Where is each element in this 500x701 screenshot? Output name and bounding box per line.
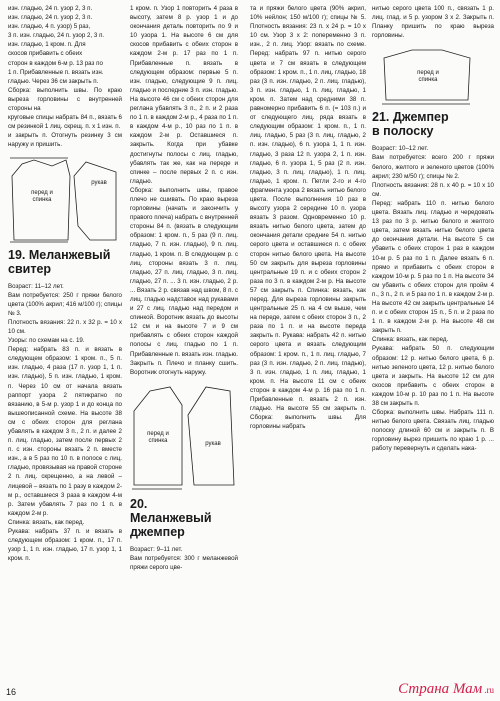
watermark-text: Страна Мам (398, 681, 483, 697)
section-title-20 (130, 497, 238, 539)
section-number: 20. (130, 496, 148, 511)
paragraph: Возраст: 10–12 лет. (372, 145, 429, 153)
section-title-line: свитер (8, 261, 52, 276)
section-title-line: джемпер (130, 524, 185, 539)
column-1 (8, 4, 122, 563)
text-line: сторон в каждом 6-м р. 13 раз по (8, 59, 103, 67)
col1-top-text (8, 4, 122, 150)
section-title-line: Джемпер (392, 110, 449, 125)
text-line: изн. гладью, 24 п. узор 2, 3 п. (8, 5, 93, 12)
pattern-diagram-19 (8, 156, 122, 244)
diagram-label-sleeve: рукав (205, 440, 221, 447)
paragraph: Спинка: вязать, как перед. (8, 518, 85, 526)
paragraph: Перед: набрать 83 п. и вязать в следующем образом: 1 кром. п., 5 п. изн. гладью, 4 раза (17 п. узор 1, 1 п. изн. гладью), 5 п. изн. гладью, 1 кром. п. Через 10 см от начала вязать раппорт узора 2 пятикратно по вязанию, в 5-м р. узор 1 и до конца по вышеописанной схеме. На высоте 38 см с обеих сторон для реглана убавлять в каждом 3 п., 2 п. и далее 2 п. лиц. гладью, затем после первых 2 п. с изн. стороны вязать 2 п. вместе изн., а в 5 раз по 10 п. в полосе с лиц. гладью, провязывая на правой стороне 2 п. лиц. скрещенно, а на левой – лицевой – вязать по 1 разу в каждом 2-м р., оставшиеся 3 раза в каждом 4-м р. Затем убавлять 7 раз по 1 п. в каждом 2-м р. (8, 346, 122, 517)
text-line: изн. гладью, 24 п. узор 2, 3 п. (8, 14, 93, 22)
paragraph: Узоры: по схемам на с. 19. (8, 337, 85, 345)
section-title-line: Меланжевый (130, 510, 212, 525)
paragraph: Возраст: 11–12 лет. (8, 282, 64, 290)
paragraph: нитью серого цвета 100 п., связать 1 р. лиц. глад. и 5 р. узором 3 х 2. Закрыть п. Планку пришить по краю выреза горловины. (372, 5, 494, 40)
text-line: круговые спицы набрать 84 п., вязать 6 см резинкой 1 лиц. скрещ. п. х 1 изн. п. (8, 114, 122, 131)
section-title-line: Меланжевый (28, 247, 111, 262)
watermark (398, 681, 494, 698)
paragraph: Вам потребуется: всего 200 г пряжи белого, желтого и зеленого цветов (100% акрил; 230 м/50 г); спицы № 2. (372, 154, 494, 180)
paragraph: Спинка: вязать, как перед. (372, 336, 449, 344)
text-line: изн. гладью, 1 кром. п. Для (8, 41, 86, 49)
paragraph: Вам потребуется: 300 г меланжевой пряжи серого цве- (130, 554, 238, 572)
paragraph: Возраст: 9–11 лет. (130, 545, 183, 553)
section-number: 21. (372, 110, 390, 125)
section-title-21 (372, 110, 494, 138)
section-title-line: в полоску (372, 124, 434, 139)
diagram-label-front-back: перед и спинка (31, 189, 53, 203)
diagram-label-front-back: перед и спинка (147, 430, 169, 444)
text-line: и закрыть п. Отогнуть резинку 3 см наружу и пришить. (8, 132, 122, 149)
paragraph: Рукава: набрать 37 п. и вязать в следующем образом: 1 кром. п., 17 п. узор 1, 1 п. изн. гладью, 17 п. узор 1, 1 кром. п. (8, 528, 122, 563)
paragraph: Рукава: набрать 50 п. следующим образом: 12 р. нитью белого цвета, 6 р. нитью зеленого цвета, 12 р. нитью белого цвета и закрыть. На высоте 12 см для скосов прибавить с обеих сторон в каждом 10-м р. 10 раз по 1 п. На высоте 38 см закрыть п. (372, 345, 494, 407)
column-2 (130, 4, 238, 572)
text-line: 3 п. изн. гладью, 24 п. узор 2, 3 п. (8, 32, 105, 40)
paragraph: 1 кром. п. Узор 1 повторить 4 раза в высоту, затем 8 р. узор 1 и до окончания деталь повторить по 9 и 10 узора 1. На высоте 6 см для скосов прибавить с обеих сторон в каждом 2-м р. 17 раз по 1 п. Прибавленные п. вязать в следующем образом: первые 5 п. изн. гладью, следующие 9 п. лиц. гладью и последние 3 п. изн. гладью. На высоте 46 см с обеих сторон для реглана убавлять 3 п., 2 п. и 2 раза по 1 п. в каждом 2-м р., 4 раза по 1 п. в каждом 4-м р., 10 раз по 1 п. в каждом 2-м р. Оставшиеся п. закрыть. Когда при убавке достигнуты полосы с лиц. гладью, убавлять так же, как на переде и спинке – после первых 2 п. с изн. гладью. (130, 5, 238, 185)
paragraph: Перед: набрать 110 п. нитью белого цвета. Вязать лиц. гладью и чередовать 13 раз по 3 р. нитью белого и желтого цвета, затем вязать нитью белого цвета до окончания детали. На высоте 5 см убавить с обеих сторон 1 раз в каждом 10-м р. 5 раз по 1 п. Далее вязать 6 п. прямо и прибавить с обеих сторон в каждом 10-м р. 5 раз по 1 п. На высоте 34 см убавить с обеих сторон для пройм 4 п., 3 п., 2 п. и 5 раз по 1 п. в каждом 2-м р. На высоте 42 см закрыть центральные 14 п. и с обеих сторон 15 п., 5 п. и 2 раза по 1 п. в каждом 2-м р. На высоте 48 см закрыть п. (372, 199, 494, 335)
pattern-diagram-21 (372, 44, 494, 106)
diagram-label-front-back: перед и спинка (417, 70, 439, 84)
pattern-diagram-20 (130, 381, 238, 493)
section-number: 19. (8, 247, 26, 262)
paragraph: Плотность вязания: 22 п. х 32 р. = 10 х 10 см. (8, 318, 122, 335)
page-number: 16 (6, 687, 17, 697)
text-line: скосов прибавить с обеих (8, 50, 83, 58)
section-title-19 (8, 248, 122, 276)
paragraph: Вам потребуется: 250 г пряжи белого цвета (100% акрил; 416 м/100 г); спицы № 3. (8, 291, 122, 317)
column-4 (372, 4, 494, 454)
paragraph: Сборка: выполнить швы. Набрать 111 п. нитью белого цвета. Связать лиц. гладью полоску длиной 60 см и закрыть п. В горловину вырез пришить по краю 1 р. ... работу перевернуть и сделать нака- (372, 409, 494, 453)
text-line: Сборка: выполнить швы. По краю выреза горловины с внутренней стороны на (8, 86, 122, 113)
diagram-label-sleeve: рукав (91, 179, 107, 186)
paragraph: Плотность вязания: 28 п. х 40 р. = 10 х 10 см. (372, 181, 494, 198)
paragraph: Сборка: выполнить швы, правое плечо не сшивать. По краю выреза горловины (начать и закончить у правого плеча) набрать с внутренней стороны 84 п. (вязать в следующим образом: 1 кром. п., 5 раз (9 п. лиц. гладью, 7 п. изн. гладью), 9 п. лиц. гладью, 1 кром. п. В следующем р. с лиц. стороны вязать 3 п. лиц. гладью, 27 п. лиц. гладью, 3 п. лиц. гладью, 27 п. ... 3 п. изн. гладью, 2 р. ... Вязать 2 р. связав над швом, 8 п. с лиц. гладью надставок над рукавами и 27 с лиц. гладью над передом и спинкой. Воротник вязать до высоты 12 см и на высоте 7 и 9 см прибавлять с обеих сторон каждой полосы с лиц. гладью по 1 п. Прибавленные п. вязать изн. гладью. Закрыть п. Плечо и планку сшить. Воротник отогнуть наружу. (130, 186, 238, 376)
text-line: 1 п. Прибавленные п. вязать изн. (8, 68, 104, 76)
watermark-suffix: .ru (484, 685, 494, 695)
column-3 (250, 4, 366, 431)
text-line: гладью. Через 36 см закрыть п. (8, 77, 99, 85)
text-line: изн. гладью, 4 п. узор) 5 раз, (8, 23, 91, 31)
paragraph: та и пряжи белого цвета (90% акрил, 10% нейлон; 150 м/100 г); спицы № 5. Плотность вязания: 23 п. х 24 р. = 10 х 10 см. Узор 3 х 2: попеременно 3 п. изн., 2 п. лиц. Узор: вязать по схеме. Перед: набрать 97 п. нитью серого цвета и 7 см вязать в следующем образом: 1 кром. п., 1 п. лиц. гладью, 18 раз (3 п. изн. гладью, 2 п. лиц. гладью), 3 п. изн. гладью, 1 п. лиц. гладью, 1 кром. п. Затем над средними 38 п. равномерно прибавить 6 п. (= 103 п.) и от следующего лиц. ряда вязать в следующим образом: 1 кром. п., 1 п. лиц. гладью, 5 раз (3 п. лиц. гладью, 2 п. изн. гладью), 6 п. узора 1, 1 п. изн. гладью, 3 раза 12 п. узора 2, 1 п. изн. гладью, 6 п. узора 1, 5 раз (2 п. изн. гладью, 3 п. лиц. гладью), 1 п. лиц. гладью, 1 кром. п. Петли 2-го и 4-го фрагмента узора 2 вязать нитью белого цвета. После выполнения 10 раз в высоту узора 2 середине 10 п. узора вязать 3 разом. Одновременно 10 р. вязать нитью белого цвета, затем до окончания детали средние 54 п. нитью серого цвета и оставшиеся п. с обеих сторон нитью белого цвета. На высоте 50 см закрыть для выреза горловины центральные 19 п. и с обеих сторон 2 раза по 3 п. в каждом 2-м р. На высоте 57 см закрыть п. Спинка: вязать, как перед. Для выреза горловины закрыть центральные 25 п. на 4 см выше, чем на переде, затем с обеих сторон 3 п., 2 раза по 1 п. и на высоте переда закрыть п. Рукава: набрать 42 п. нитью серого цвета и вязать следующим образом: 1 кром. п., 1 п. лиц. гладью, 7 раз (3 п. изн. гладью, 2 п. лиц. гладью), 3 п. изн. гладью, 1 п. лиц. гладью, 1 кром. п. На высоте 11 см с обеих сторон в каждом 4-м р. 16 раз по 1 п. Прибавленные п. вязать 2 п. изн. гладью. На высоте 55 см закрыть п. Сборка: выполнить швы. Для горловины набрать (250, 5, 366, 431)
